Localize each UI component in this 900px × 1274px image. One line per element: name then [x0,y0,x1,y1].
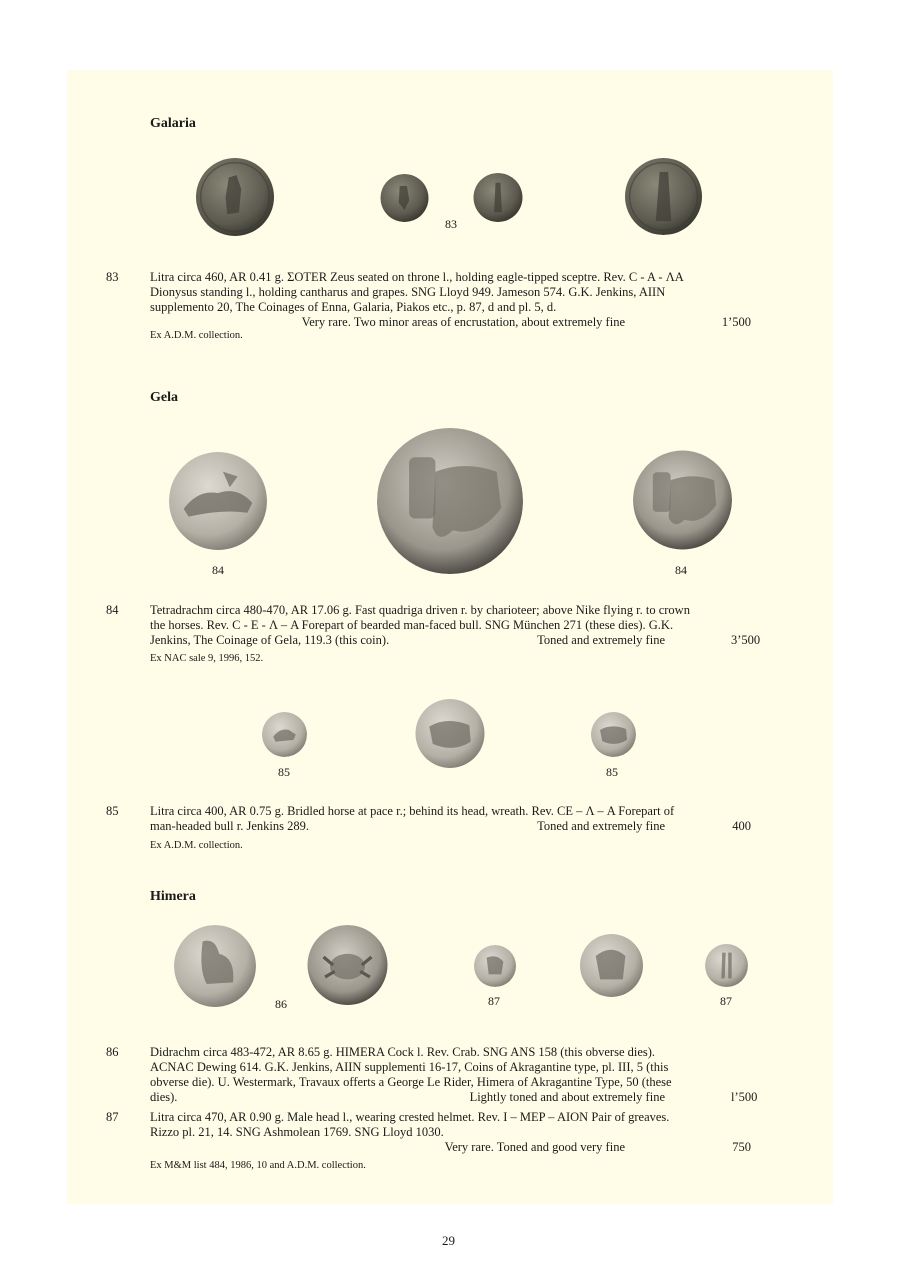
description-line: Tetradrachm circa 480-470, AR 17.06 g. Fast quadriga driven r. by charioteer; above Nike flying r. to crown [150,603,690,617]
coin-image-87-reverse [705,943,748,988]
coin-label: 86 [275,997,287,1011]
lot-condition: Very rare. Two minor areas of encrustation, about extremely fine [301,315,625,329]
lot-price: 400 [732,819,751,833]
lot-provenance-85: Ex A.D.M. collection. [150,840,243,851]
coin-label: 85 [606,765,618,779]
coin-image-86-reverse [305,925,390,1005]
description-line: man-headed bull r. Jenkins 289. [150,819,309,833]
lot-number-87: 87 [106,1110,119,1124]
coin-label: 84 [675,563,687,577]
coin-image-85-reverse-large [415,699,485,768]
coin-image-83-reverse-large [622,158,705,235]
coin-image-84-obverse [169,447,267,555]
lot-condition: Very rare. Toned and good very fine [444,1140,625,1154]
description-line: dies). [150,1090,178,1104]
description-line: Dionysus standing l., holding cantharus and grapes. SNG Lloyd 949. Jameson 574. G.K. Jenkins, AIIN [150,285,666,299]
description-line: Litra circa 460, AR 0.41 g. ΣOTER Zeus seated on throne l., holding eagle-tipped sceptre. Rev. C - A - ΛA [150,270,684,284]
lot-condition: Toned and extremely fine [537,819,665,833]
lot-description-83 [150,270,751,330]
description-line: Rizzo pl. 21, 14. SNG Ashmolean 1769. SNG Lloyd 1030. [150,1125,444,1139]
coin-image-86-obverse [174,925,256,1007]
lot-number-85: 85 [106,804,119,818]
lot-number-86: 86 [106,1045,119,1059]
lot-condition: Lightly toned and about extremely fine [469,1090,665,1104]
lot-price: 750 [732,1140,751,1154]
coin-label: 85 [278,765,290,779]
lot-price: l’500 [731,1090,758,1104]
description-line: obverse die). U. Westermark, Travaux offerts a George Le Rider, Himera of Akragantine Type, 50 (these [150,1075,672,1089]
lot-price: 1’500 [721,315,751,329]
lot-provenance-84: Ex NAC sale 9, 1996, 152. [150,653,264,664]
description-last-line [150,819,751,834]
lot-number-84: 84 [106,603,119,617]
coin-image-84-reverse-large [377,420,523,582]
coin-image-83-obverse-large [195,158,275,236]
lot-description-85 [150,804,751,834]
lot-condition: Toned and extremely fine [537,633,665,647]
coin-image-84-reverse-small [633,446,732,554]
coin-image-85-obverse [262,712,307,757]
description-line: Litra circa 400, AR 0.75 g. Bridled horse at pace r.; behind its head, wreath. Rev. CE – Λ – A Forepart of [150,804,675,818]
lot-price: 3’500 [731,633,761,647]
description-line: Jenkins, The Coinage of Gela, 119.3 (this coin). [150,633,390,647]
lot-provenance-87: Ex M&M list 484, 1986, 10 and A.D.M. collection. [150,1160,366,1171]
coin-image-83-reverse-small [472,173,524,222]
condition-price-line [150,315,751,330]
coin-label: 83 [445,217,457,231]
section-heading-gela: Gela [150,390,178,405]
condition-price-line [150,1140,751,1155]
description-line: ACNAC Dewing 614. G.K. Jenkins, AIIN supplementi 16-17, Coins of Akragantine type, pl. III, 5 (this [150,1060,669,1074]
section-heading-galaria: Galaria [150,116,196,131]
lot-description-87 [150,1110,751,1155]
lot-description-86 [150,1045,758,1105]
description-line: the horses. Rev. C - E - Λ – A Forepart of bearded man-faced bull. SNG München 271 (these dies). G.K. [150,618,674,632]
lot-description-84 [150,603,761,648]
description-last-line [150,1090,758,1105]
description-line: supplemento 20, The Coinages of Enna, Galaria, Piakos etc., p. 87, d and pl. 5, d. [150,300,557,314]
description-line: Litra circa 470, AR 0.90 g. Male head l., wearing crested helmet. Rev. I – MEP – AION Pair of greaves. [150,1110,670,1124]
coin-image-87-obverse-small [473,945,517,987]
coin-image-83-obverse-small [378,174,431,222]
coin-image-85-reverse-small [591,712,636,757]
coin-image-87-obverse-large [579,934,644,997]
description-last-line [150,633,761,648]
page-number: 29 [442,1233,455,1248]
section-heading-himera: Himera [150,889,196,904]
condition-price [537,819,751,834]
lot-number-83: 83 [106,270,119,284]
condition-price [469,1090,758,1105]
coin-label: 87 [488,994,500,1008]
description-line: Didrachm circa 483-472, AR 8.65 g. HIMERA Cock l. Rev. Crab. SNG ANS 158 (this obverse dies). [150,1045,656,1059]
lot-provenance-83: Ex A.D.M. collection. [150,330,243,341]
coin-label: 84 [212,563,224,577]
coin-label: 87 [720,994,732,1008]
condition-price [537,633,761,648]
